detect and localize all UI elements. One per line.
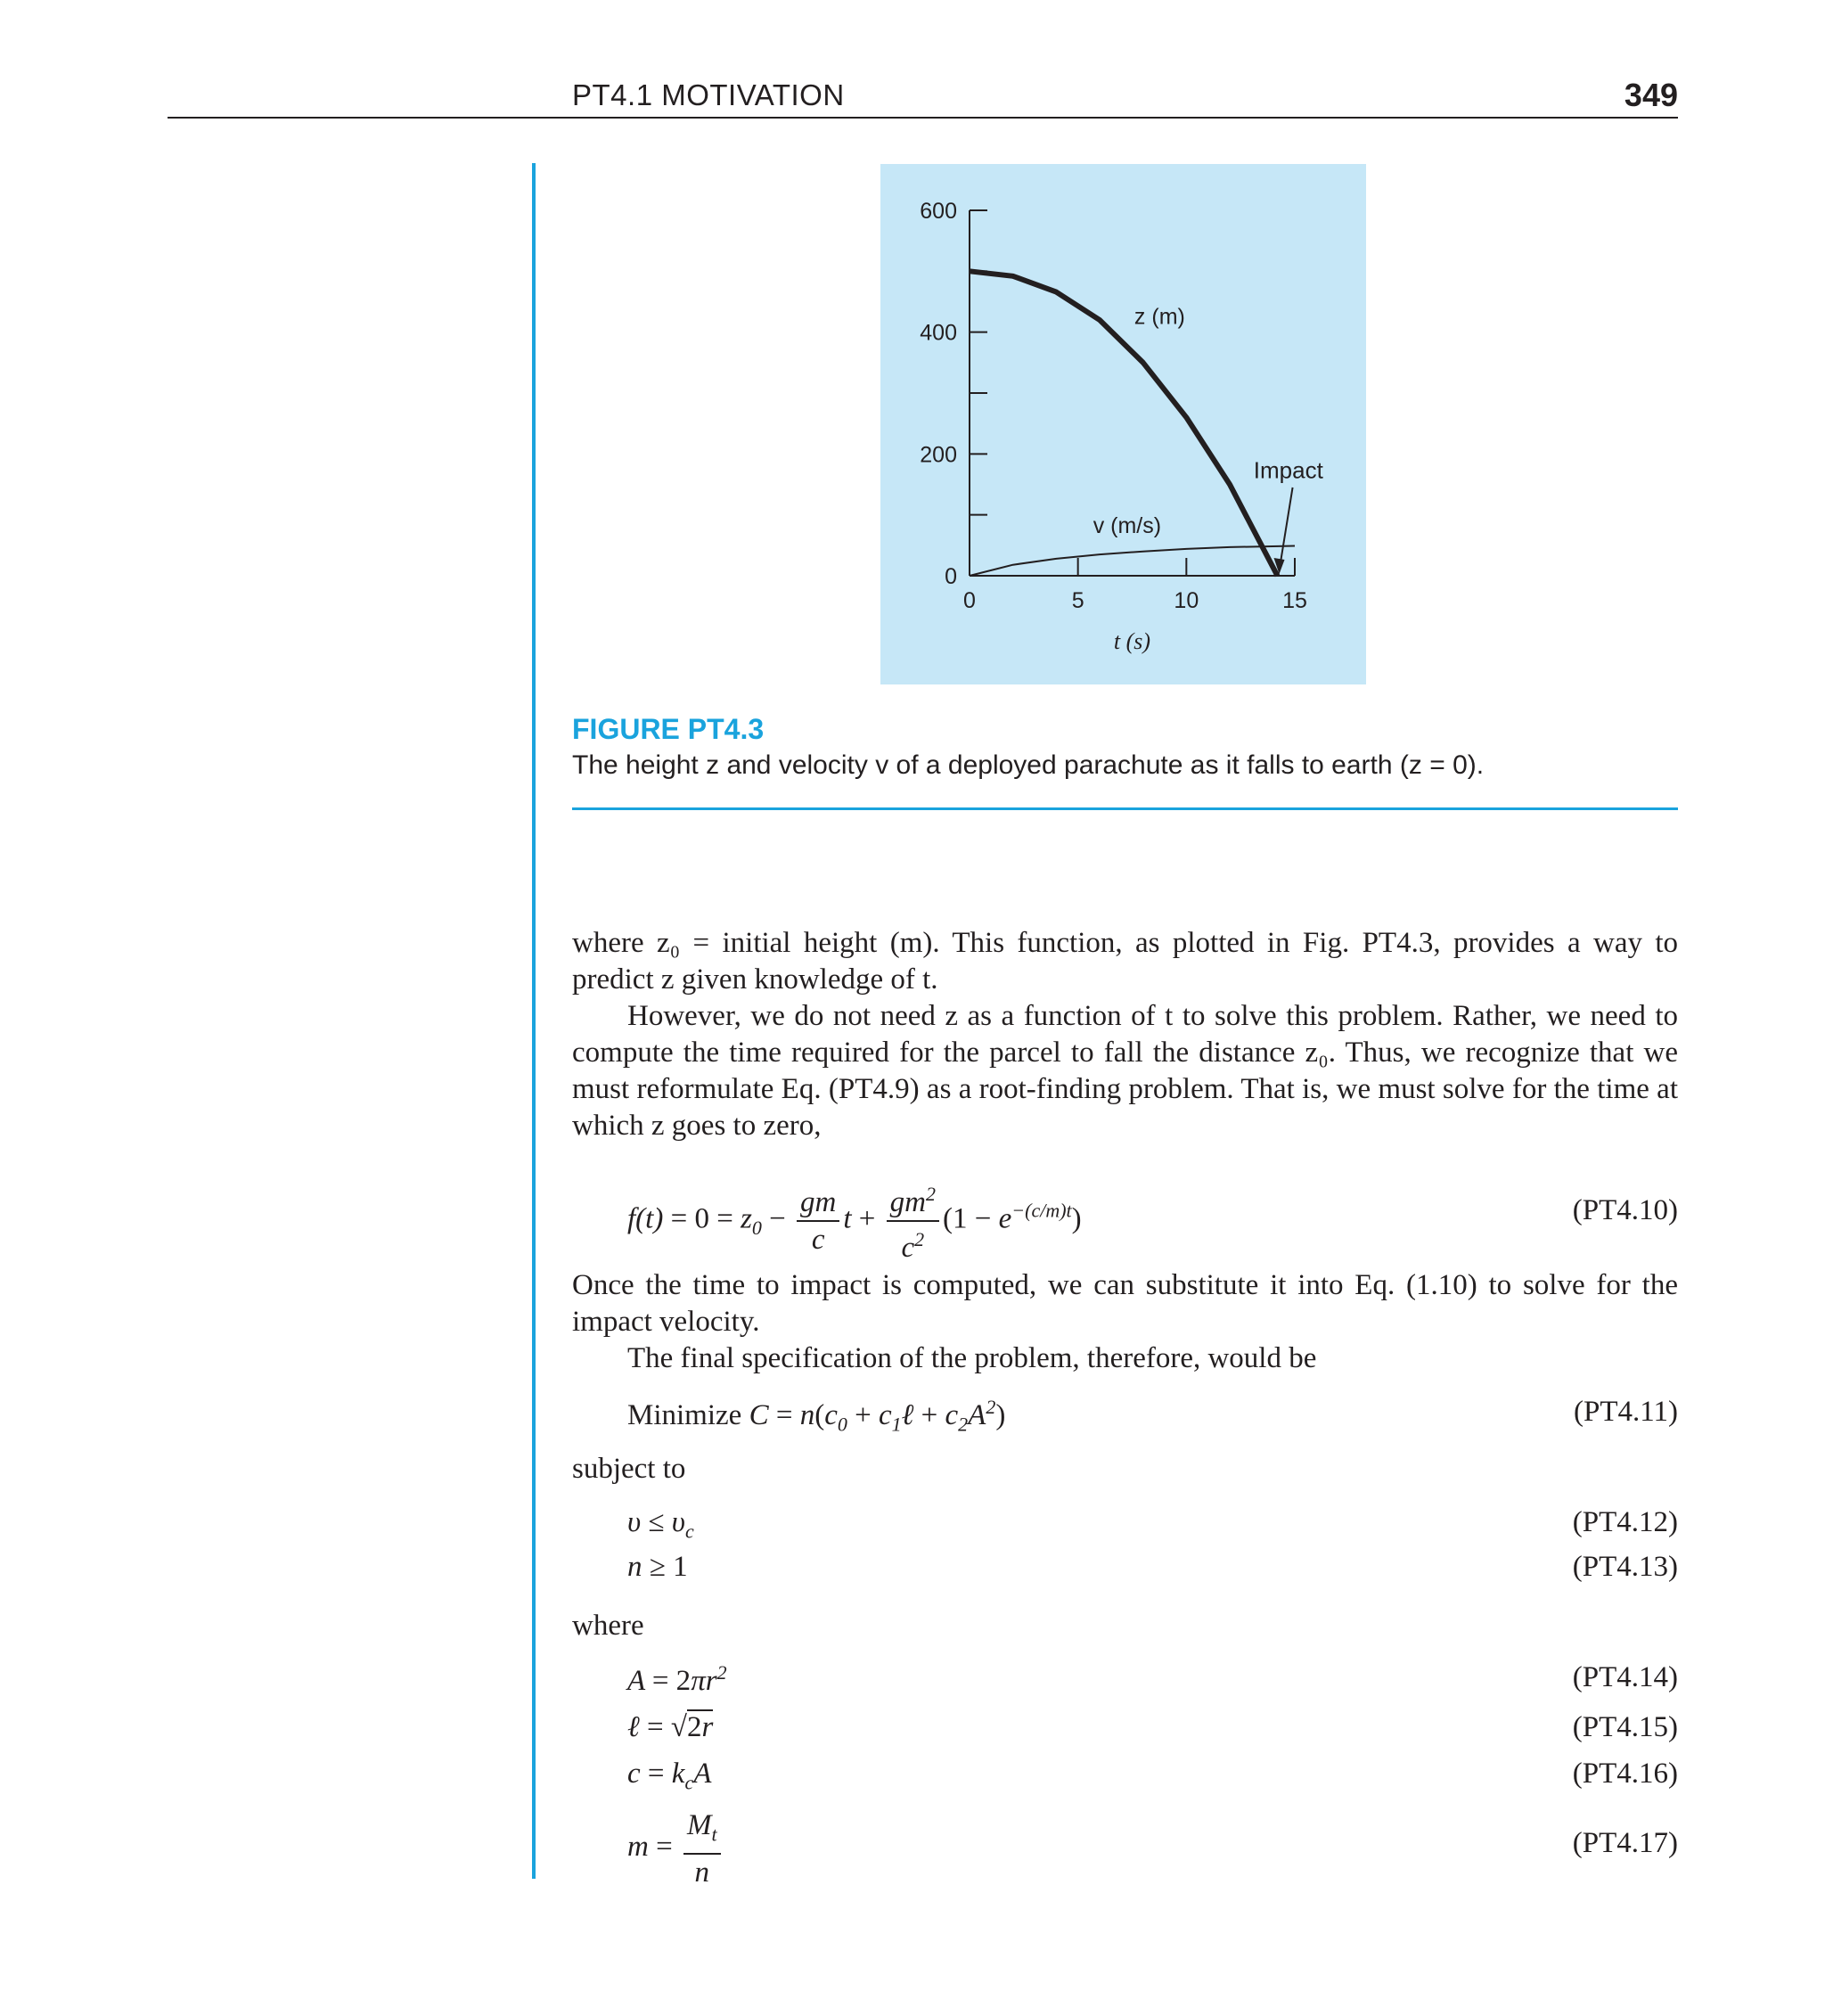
equation-pt4-14 — [572, 1661, 1678, 1700]
equation-number: (PT4.17) — [1572, 1827, 1678, 1859]
y-tick-label: 0 — [945, 564, 957, 589]
impact-annotation: Impact — [1253, 456, 1323, 484]
figure-panel — [880, 164, 1366, 684]
page-number: 349 — [1624, 77, 1678, 113]
equation-body: $f(t) = 0 = z_0$ − $\frac{gm}{c}$ t + $\frac{gm^2}{c^2}$ $(1 - e^{-(c/m)t})$ — [627, 1176, 1082, 1266]
equation-body: ℓ = √2r — [627, 1711, 714, 1743]
paragraph-2: However, we do not need z as a function of t to solve this problem. Rather, we need to compute the time required for the parcel to fall the distance z₀. Thus, we recognize that we must reformulate Eq. (PT4.9) as a root-finding problem. That is, we must solve for the time at which z goes to zero, — [572, 1000, 1678, 1142]
figure-label: FIGURE PT4.3 — [572, 713, 765, 745]
x-tick-label: 0 — [963, 588, 976, 613]
equation-body: m = $\frac{M_t}{n}$ — [627, 1807, 724, 1890]
caption-rule — [572, 807, 1678, 810]
equation-body: $c = k_cA$ — [627, 1758, 712, 1794]
equation-pt4-13 — [572, 1551, 1678, 1590]
y-tick-label: 600 — [920, 199, 957, 224]
minimize-word: Minimize — [627, 1399, 742, 1431]
where-text: where — [572, 1610, 644, 1642]
equation-body: $A = 2\pi r^2$ — [627, 1661, 727, 1697]
y-tick-label: 400 — [920, 320, 957, 346]
equation-body: $\upsilon \le \upsilon_c$ — [627, 1506, 694, 1543]
section-title: PT4.1 MOTIVATION — [572, 78, 845, 111]
equation-number: (PT4.10) — [1572, 1194, 1678, 1226]
equation-pt4-12 — [572, 1506, 1678, 1545]
paragraph-1: where z₀ = initial height (m). This function, as plotted in Fig. PT4.3, provides a way to predict z given knowledge of t. — [572, 927, 1678, 996]
figure-caption: The height z and velocity v of a deployed parachute as it falls to earth (z = 0). — [572, 750, 1485, 780]
equation-pt4-16 — [572, 1758, 1678, 1797]
equation-pt4-10 — [572, 1176, 1678, 1264]
equation-number: (PT4.12) — [1572, 1506, 1678, 1538]
x-axis-label: t (s) — [1113, 628, 1151, 654]
equation-number: (PT4.15) — [1572, 1711, 1678, 1743]
y-tick-label: 200 — [920, 442, 957, 468]
equation-pt4-11 — [572, 1396, 1678, 1435]
equation-number: (PT4.11) — [1573, 1396, 1678, 1428]
margin-bar — [532, 163, 536, 1879]
impact-arrow-line — [1280, 488, 1293, 570]
series-label-velocity: v (m/s) — [1093, 513, 1162, 539]
equation-body: Minimize $C = n(c_0$ + $c_1\ell + c_2A^2$) — [627, 1396, 1006, 1436]
series-label-height: z (m) — [1133, 304, 1185, 330]
x-tick-label: 15 — [1282, 588, 1307, 613]
header-rule — [168, 117, 1678, 119]
velocity-curve — [970, 546, 1295, 577]
equation-body: n ≥ 1 — [627, 1551, 688, 1583]
equation-pt4-15 — [572, 1711, 1678, 1750]
paragraph-4: The final specification of the problem, therefore, would be — [627, 1342, 1317, 1374]
x-tick-label: 10 — [1174, 588, 1199, 613]
paragraph-3: Once the time to impact is computed, we can substitute it into Eq. (1.10) to solve for the impact velocity. — [572, 1269, 1678, 1338]
equation-number: (PT4.16) — [1572, 1758, 1678, 1790]
x-tick-label: 5 — [1071, 588, 1084, 613]
subject-to-text: subject to — [572, 1453, 686, 1485]
equation-number: (PT4.13) — [1572, 1551, 1678, 1583]
parachute-chart — [880, 164, 1366, 684]
equation-number: (PT4.14) — [1572, 1661, 1678, 1693]
equation-pt4-17 — [572, 1807, 1678, 1889]
